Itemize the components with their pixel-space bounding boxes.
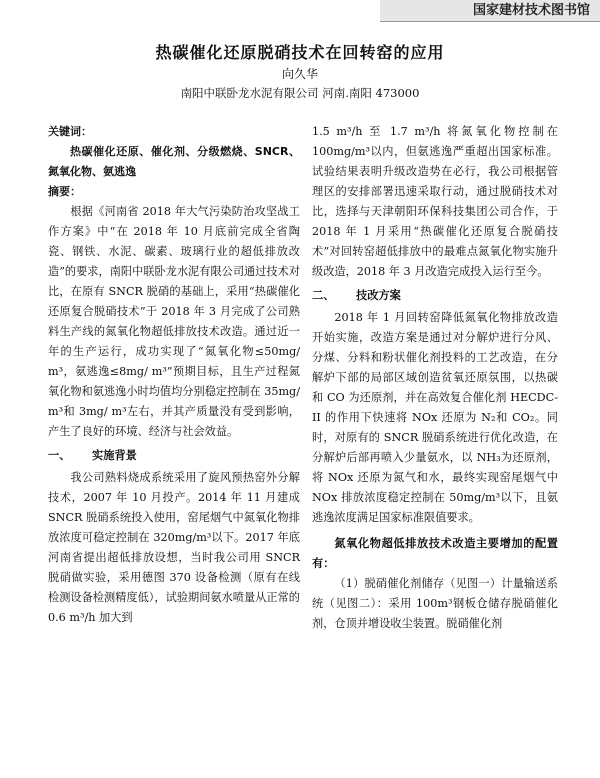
right-column: [312, 122, 558, 634]
article-title: 热碳催化还原脱硝技术在回转窑的应用: [155, 43, 445, 62]
abstract-text: 根据《河南省 2018 年大气污染防治攻坚战工作方案》中“在 2018 年 10 月底前完成全省陶瓷、钢铁、水泥、碳素、玻璃行业的超低排放改造”的要求，南阳中联卧龙水泥有限公司通过技术对比，在原有 SNCR 脱硝的基础上，采用“热碳催化还原复合脱硝技术”于 2018 年 3 月完成了公司熟料生产线的氮氧化物超低排放技术改造。通过近一年的生产运行，成功实现了“氮氧化物≤50mg/ m³，氨逃逸≤8mg/ m³”预期目标，且生产过程氮氧化物和氨逃逸小时均值均分别稳定控制在 35mg/ m³和 3mg/ m³左右，并其产质量没有受到影响，产生了良好的环境、经济与社会效益。: [48, 205, 300, 438]
section2-text: 2018 年 1 月回转窑降低氮氧化物排放改造开始实施，改造方案是通过对分解炉进行分风、分煤、分料和粉状催化剂投料的工艺改造，在分解炉下部的局部区域创造贫氧还原氛围，以热碳和 CO 为还原剂，并在高效复合催化剂 HECDC-II 的作用下快速将 NOx 还原为 N₂和 CO₂。同时，对原有的 SNCR 脱硝系统进行优化改造，在分解炉后部再喷入少量氨水，以 NH₃为还原剂，将 NOx 还原为氮气和水，最终实现窑尾烟气中 NOx 排放浓度稳定控制在 50mg/m³以下，且氨逃逸浓度满足国家标准限值要求。: [312, 311, 558, 524]
continuation-text: 1.5 m³/h 至 1.7 m³/h 将氮氧化物控制在 100mg/m³以内，但氨逃逸严重超出国家标准。试验结果表明升级改造势在必行，我公司根据管理区的安排部署迅速采取行动，通过脱硝技术对比，选择与天津朝阳环保科技集团公司合作，于 2018 年 1 月采用“热碳催化还原复合脱硝技术”对回转窑超低排放中的最难点氮氧化物实施升级改造，2018 年 3 月改造完成投入运行至今。: [312, 125, 558, 278]
keywords: 热碳催化还原、催化剂、分级燃烧、SNCR、氮氧化物、氨逃逸: [48, 145, 300, 178]
section1-heading: 一、 实施背景: [48, 449, 137, 462]
abstract-label: 摘要：: [48, 185, 81, 198]
config-item-1: （1）脱硝催化剂储存（见图一）计量输送系统（见图二）：采用 100m³钢板仓储存脱硝催化剂，仓顶并增设收尘装置。脱硝催化剂: [312, 577, 558, 630]
config-subheading: 氮氧化物超低排放技术改造主要增加的配置有：: [312, 537, 558, 570]
journal-header: 国家建材技术图书馆: [380, 0, 600, 22]
article-affiliation: 南阳中联卧龙水泥有限公司 河南.南阳 473000: [180, 86, 420, 100]
article-author: 向久华: [281, 67, 318, 81]
section1-text: 我公司熟料烧成系统采用了旋风预热窑外分解技术，2007 年 10 月投产。2014 年 11 月建成 SNCR 脱硝系统投入使用，窑尾烟气中氮氧化物排放浓度可稳定控制在 320mg/m³以下。2017 年底河南省提出超低排放设想，当时我公司用 SNCR 脱硝做实验，采用德图 370 设备检测（原有在线检测设备检测精度低），试验期间氨水喷量从正常的 0.6 m³/h 加大到: [48, 471, 300, 624]
section2-heading: 二、 技改方案: [312, 289, 401, 302]
keywords-label: 关键词：: [48, 125, 92, 138]
left-column: [48, 122, 300, 628]
